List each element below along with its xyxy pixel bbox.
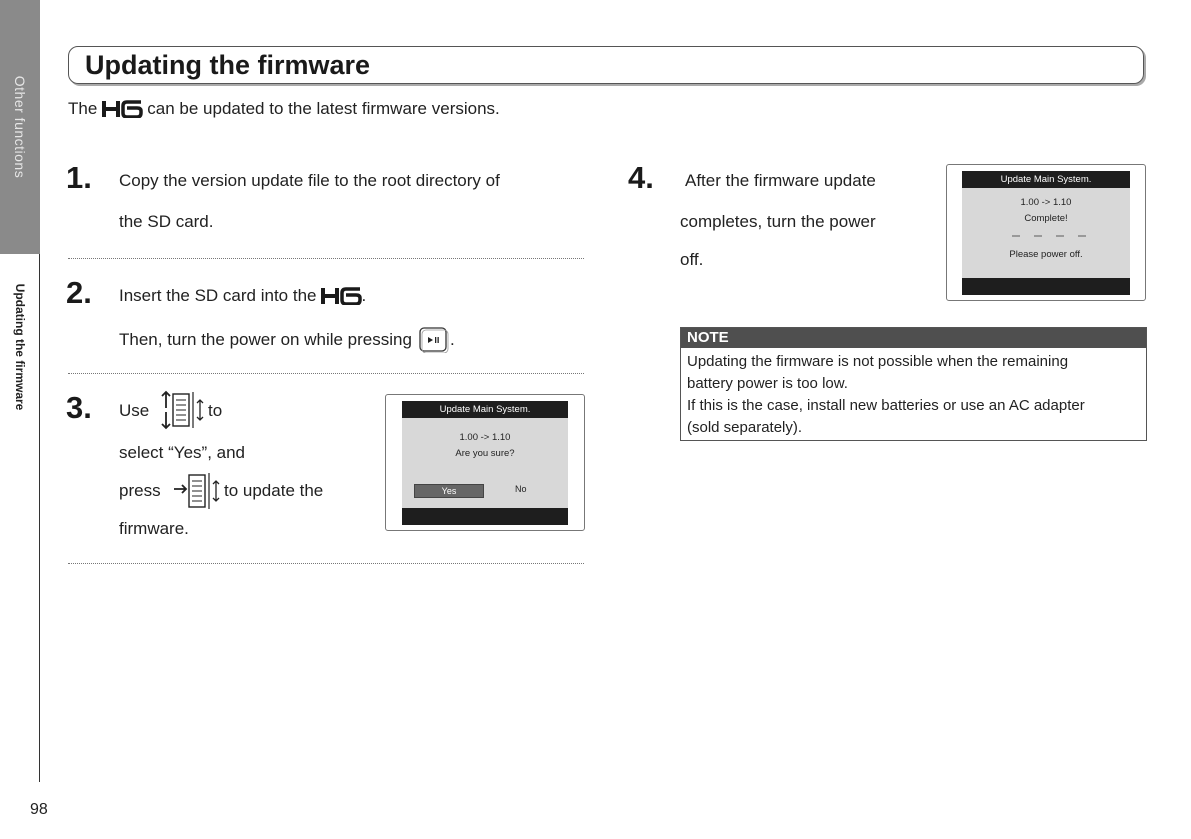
note-line: Updating the firmware is not possible when the remaining (687, 353, 1069, 370)
screen-version: 1.00 -> 1.10 (1020, 197, 1072, 208)
progress-dash (1056, 235, 1064, 237)
screen-footer (402, 508, 568, 525)
screen-confirm-frame (385, 394, 585, 531)
step-4-line-1: After the firmware update (685, 171, 876, 190)
step-3-line-2: select “Yes”, and (119, 443, 245, 462)
step-2-number: 2. (66, 275, 92, 310)
step-2-line-2 (119, 327, 455, 353)
sidebar-section-label: Other functions (12, 75, 28, 179)
screen-complete-frame (946, 164, 1146, 301)
sidebar-subsection-label: Updating the firmware (13, 283, 27, 411)
intro-paragraph (68, 99, 500, 119)
step-2-line-1-text: Insert the SD card into the (119, 286, 317, 305)
progress-dash (1078, 235, 1086, 237)
screen-confirm (402, 401, 568, 525)
h6-logo-icon (320, 287, 362, 305)
note-box (680, 327, 1147, 441)
step-3-number: 3. (66, 390, 92, 425)
screen-status: Complete! (1024, 213, 1068, 224)
step-3-line-4: firmware. (119, 519, 189, 538)
intro-after: can be updated to the latest firmware versions. (147, 99, 500, 118)
no-button[interactable]: No (515, 484, 527, 494)
step-1-line-2: the SD card. (119, 212, 214, 231)
scroll-dial-up-down-icon (158, 390, 204, 430)
page-title: Updating the firmware (85, 50, 371, 80)
step-4-line-3: off. (680, 250, 704, 269)
note-body (687, 351, 1140, 439)
divider (68, 563, 584, 564)
step-3-to-update: to update the (224, 481, 324, 500)
page-number: 98 (30, 801, 48, 818)
step-2-line-1 (119, 286, 366, 306)
screen-question: Are you sure? (455, 448, 515, 459)
screen-message: Please power off. (1009, 249, 1083, 260)
intro-before: The (68, 99, 98, 118)
sidebar-divider (39, 254, 40, 782)
step-3-use: Use (119, 401, 150, 420)
note-line: If this is the case, install new batteries or use an AC adapter (687, 397, 1085, 414)
step-1-line-1: Copy the version update file to the root directory of (119, 171, 500, 190)
title-box (68, 46, 1144, 84)
step-4-line-2: completes, turn the power (680, 212, 876, 231)
note-line: battery power is too low. (687, 375, 848, 392)
h6-logo-icon (101, 100, 143, 118)
step-2-line-2-end: . (449, 330, 455, 349)
divider (68, 258, 584, 259)
step-3-press: press (119, 481, 161, 500)
step-2-line-1-end: . (361, 286, 367, 305)
screen-title: Update Main System. (962, 171, 1130, 188)
step-3-to: to (208, 401, 223, 420)
step-1-number: 1. (66, 160, 92, 195)
progress-dash (1034, 235, 1042, 237)
play-pause-button-icon (418, 327, 450, 353)
note-heading: NOTE (681, 328, 1146, 348)
step-2-line-2-text: Then, turn the power on while pressing (119, 330, 412, 349)
screen-complete (962, 171, 1130, 295)
screen-version: 1.00 -> 1.10 (459, 432, 511, 443)
divider (68, 373, 584, 374)
progress-dash (1012, 235, 1020, 237)
scroll-dial-press-icon (172, 471, 222, 511)
note-line: (sold separately). (687, 419, 803, 436)
step-4-number: 4. (628, 160, 654, 195)
yes-button[interactable]: Yes (414, 484, 484, 498)
screen-title: Update Main System. (402, 401, 568, 418)
screen-footer (962, 278, 1130, 295)
sidebar-section-tab (0, 0, 40, 254)
